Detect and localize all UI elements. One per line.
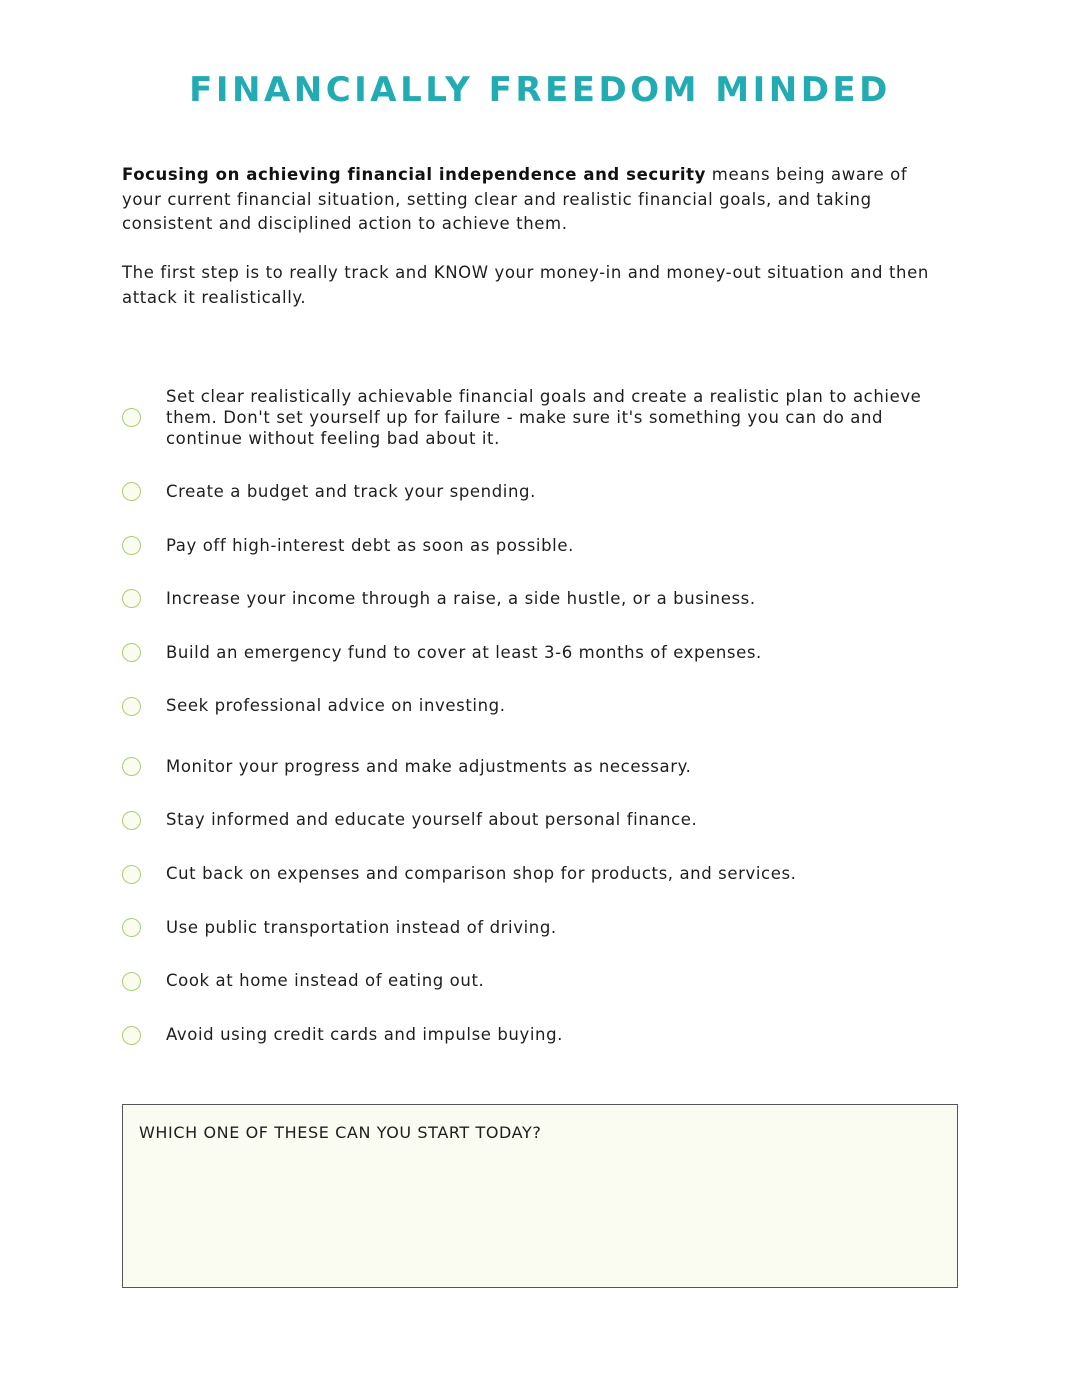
checklist-item-text: Stay informed and educate yourself about personal finance. xyxy=(166,810,698,829)
checklist-item-text: Seek professional advice on investing. xyxy=(166,696,506,715)
checklist-item-text: Build an emergency fund to cover at least 3-6 months of expenses. xyxy=(166,643,762,662)
checkbox-circle-icon[interactable] xyxy=(122,918,141,937)
checklist-item-text: Create a budget and track your spending. xyxy=(166,482,536,501)
checklist-item-text: Pay off high-interest debt as soon as possible. xyxy=(166,536,574,555)
checkbox-circle-icon[interactable] xyxy=(122,811,141,830)
checklist-item-text: Cut back on expenses and comparison shop for products, and services. xyxy=(166,864,797,883)
answer-box-label: WHICH ONE OF THESE CAN YOU START TODAY? xyxy=(139,1123,542,1142)
answer-box[interactable] xyxy=(122,1104,958,1288)
checkbox-circle-icon[interactable] xyxy=(122,536,141,555)
checkbox-circle-icon[interactable] xyxy=(122,408,141,427)
checklist-item-text: Increase your income through a raise, a side hustle, or a business. xyxy=(166,589,756,608)
intro-second-paragraph: The first step is to really track and KNOW your money-in and money-out situation and then attack it realistically. xyxy=(122,263,929,307)
intro-bold-lead: Focusing on achieving financial independence and security xyxy=(122,165,706,184)
checkbox-circle-icon[interactable] xyxy=(122,482,141,501)
checklist-item-text: Monitor your progress and make adjustments as necessary. xyxy=(166,757,692,776)
checklist-item-text: Set clear realistically achievable financial goals and create a realistic plan to achieve them. Don't set yourself up for failure - make sure it's something you can do and continue without feeling bad about it. xyxy=(166,387,922,448)
checkbox-circle-icon[interactable] xyxy=(122,697,141,716)
checkbox-circle-icon[interactable] xyxy=(122,972,141,991)
checkbox-circle-icon[interactable] xyxy=(122,643,141,662)
checkbox-circle-icon[interactable] xyxy=(122,865,141,884)
checkbox-circle-icon[interactable] xyxy=(122,1026,141,1045)
checklist-item-text: Use public transportation instead of driving. xyxy=(166,918,557,937)
checkbox-circle-icon[interactable] xyxy=(122,589,141,608)
checklist-item-text: Avoid using credit cards and impulse buying. xyxy=(166,1025,564,1044)
intro-rest: means being aware of your current financial situation, setting clear and realistic financial goals, and taking consistent and disciplined action to achieve them. xyxy=(122,165,908,233)
checkbox-circle-icon[interactable] xyxy=(122,757,141,776)
page-title: FINANCIALLY FREEDOM MINDED xyxy=(189,70,891,110)
checklist-item-text: Cook at home instead of eating out. xyxy=(166,971,485,990)
intro-paragraph xyxy=(122,163,942,237)
